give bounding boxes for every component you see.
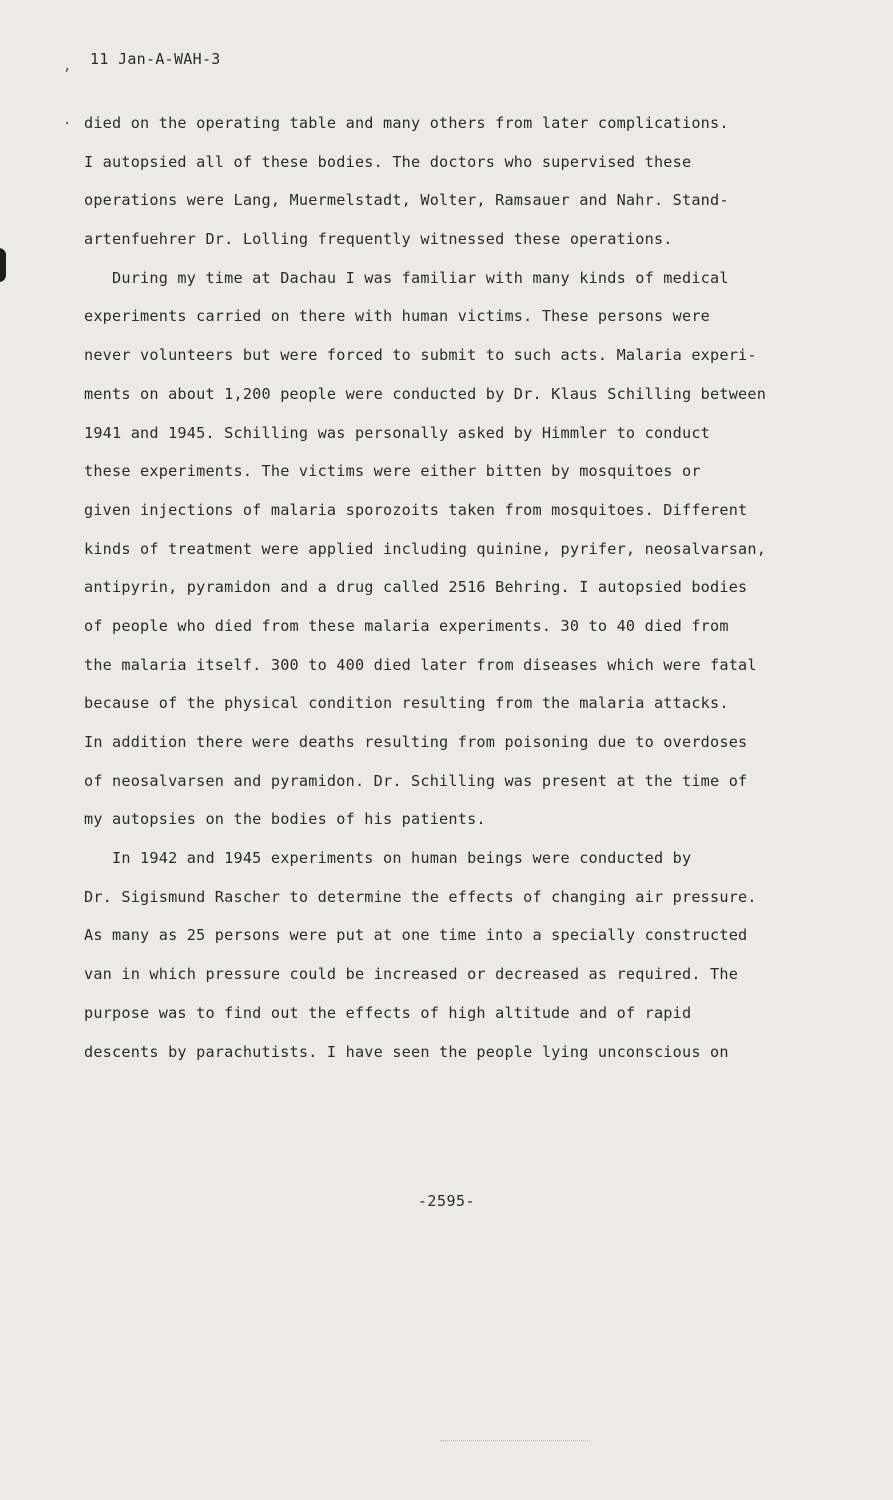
text-line: Dr. Sigismund Rascher to determine the effects of changing air pressure. <box>84 887 757 906</box>
text-line: these experiments. The victims were either bitten by mosquitoes or <box>84 462 701 481</box>
text-line: operations were Lang, Muermelstadt, Wolter, Ramsauer and Nahr. Stand- <box>84 191 729 210</box>
text-line: because of the physical condition resulting from the malaria attacks. <box>84 694 729 713</box>
text-line: died on the operating table and many others from later complications. <box>84 114 729 132</box>
text-line: of neosalvarsen and pyramidon. Dr. Schilling was present at the time of <box>84 771 748 790</box>
text-line: artenfuehrer Dr. Lolling frequently witnessed these operations. <box>84 230 673 249</box>
text-line: As many as 25 persons were put at one time into a specially constructed <box>84 926 748 945</box>
text-line: never volunteers but were forced to submit to such acts. Malaria experi- <box>84 346 757 365</box>
text-line: In 1942 and 1945 experiments on human beings were conducted by <box>84 849 692 868</box>
text-line: In addition there were deaths resulting from poisoning due to overdoses <box>84 733 748 751</box>
text-line: given injections of malaria sporozoits taken from mosquitoes. Different <box>84 500 748 519</box>
text-line: antipyrin, pyramidon and a drug called 2516 Behring. I autopsied bodies <box>84 578 748 597</box>
text-line: ments on about 1,200 people were conducted by Dr. Klaus Schilling between <box>84 384 767 403</box>
text-line: of people who died from these malaria experiments. 30 to 40 died from <box>84 616 729 635</box>
text-line: purpose was to find out the effects of high altitude and of rapid <box>84 1003 692 1022</box>
text-line: van in which pressure could be increased or decreased as required. The <box>84 965 739 984</box>
text-line: the malaria itself. 300 to 400 died later from diseases which were fatal <box>84 655 757 674</box>
margin-mark: , <box>63 58 72 74</box>
text-line: During my time at Dachau I was familiar with many kinds of medical <box>84 268 729 287</box>
text-line: I autopsied all of these bodies. The doctors who supervised these <box>84 152 692 171</box>
document-reference: 11 Jan-A-WAH-3 <box>90 50 221 68</box>
margin-mark: . <box>63 112 72 128</box>
text-line: kinds of treatment were applied including quinine, pyrifer, neosalvarsan, <box>84 539 767 558</box>
text-line: experiments carried on there with human victims. These persons were <box>84 307 711 326</box>
body-text <box>84 104 814 1071</box>
paper-smudge <box>440 1440 590 1442</box>
text-line: my autopsies on the bodies of his patients. <box>84 810 486 829</box>
punch-hole <box>0 248 6 282</box>
text-line: descents by parachutists. I have seen the people lying unconscious on <box>84 1042 729 1061</box>
page-number: -2595- <box>417 1192 476 1210</box>
text-line: 1941 and 1945. Schilling was personally asked by Himmler to conduct <box>84 423 711 442</box>
